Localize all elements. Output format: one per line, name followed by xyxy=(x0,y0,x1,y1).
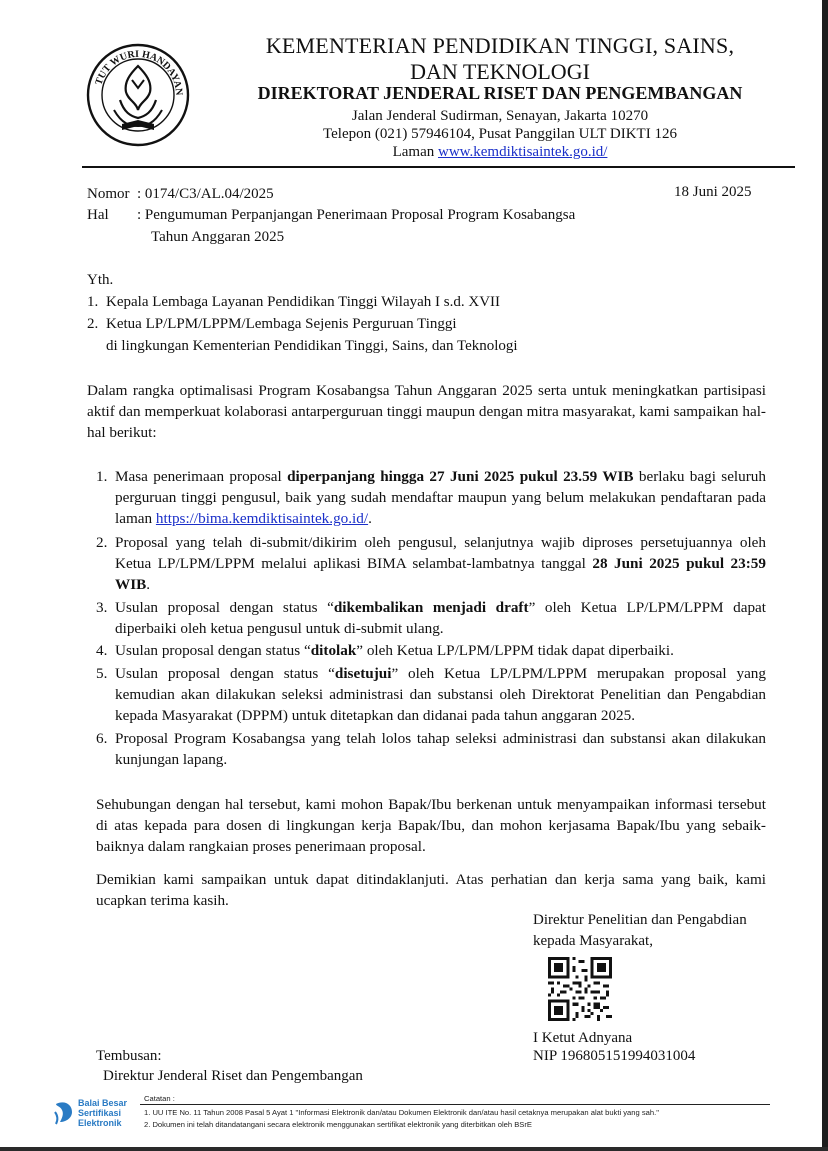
nomor-value: : 0174/C3/AL.04/2025 xyxy=(137,186,274,202)
nomor-label: Nomor xyxy=(87,186,130,202)
signer-name: I Ketut Adnyana xyxy=(533,1030,633,1046)
page-bottom-edge xyxy=(0,1147,828,1151)
hal-line1: : Pengumuman Perpanjangan Penerimaan Proposal Program Kosabangsa xyxy=(137,207,576,223)
bsre-icon xyxy=(52,1100,76,1126)
bsre-line1: Balai Besar xyxy=(78,1098,128,1108)
hal-line2: Tahun Anggaran 2025 xyxy=(151,229,285,245)
hal-label: Hal xyxy=(87,207,109,223)
signer-title-line1: Direktur Penelitian dan Pengabdian xyxy=(533,912,747,928)
cc-label: Tembusan: xyxy=(96,1048,162,1064)
ministry-name-line1: KEMENTERIAN PENDIDIKAN TINGGI, SAINS, xyxy=(265,33,735,58)
recipient-2-num: 2. xyxy=(87,316,99,332)
tut-wuri-handayani-logo xyxy=(80,40,198,150)
bima-link[interactable]: https://bima.kemdiktisaintek.go.id/ xyxy=(155,510,369,527)
list-num: 3. xyxy=(96,599,108,616)
directorate-name: DIREKTORAT JENDERAL RISET DAN PENGEMBANGAN xyxy=(257,83,743,103)
catatan-label: Catatan : xyxy=(144,1094,175,1103)
phone: Telepon (021) 57946104, Pusat Panggilan ULT DIKTI 126 xyxy=(323,126,677,142)
cc-item: Direktur Jenderal Riset dan Pengembangan xyxy=(103,1068,363,1084)
list-item: 2. Proposal yang telah di-submit/dikirim oleh pengusul, selanjutnya wajib diproses persetujuannya oleh Ketua LP/LPM/LPPM melalui aplikasi BIMA selambat-lambatnya tanggal 28 Juni 2025 pukul 23:59 WIB. xyxy=(96,534,766,593)
qr-code-signature xyxy=(548,957,612,1021)
website-line: Laman www.kemdiktisaintek.go.id/ xyxy=(392,144,608,160)
list-num: 2. xyxy=(96,534,108,551)
list-num: 4. xyxy=(96,642,108,659)
recipient-2-line2: di lingkungan Kementerian Pendidikan Tinggi, Sains, dan Teknologi xyxy=(106,338,518,354)
recipient-1-num: 1. xyxy=(87,294,99,310)
letter-date: 18 Juni 2025 xyxy=(674,184,752,200)
page-edge-shadow xyxy=(822,0,828,1151)
logo-motto: TUT WURI HANDAYAN xyxy=(93,48,185,96)
intro-paragraph: Dalam rangka optimalisasi Program Kosabangsa Tahun Anggaran 2025 serta untuk meningkatkan partisipasi aktif dan memperkuat kolaborasi antarperguruan tinggi maupun dengan mitra masyarakat, kami sampaikan hal-hal berikut: xyxy=(87,382,766,441)
list-num: 1. xyxy=(96,468,108,485)
recipient-2: Ketua LP/LPM/LPPM/Lembaga Sejenis Perguruan Tinggi xyxy=(106,316,457,332)
bsre-line2: Sertifikasi xyxy=(78,1108,122,1118)
address: Jalan Jenderal Sudirman, Senayan, Jakarta 10270 xyxy=(351,108,649,124)
recipient-1: Kepala Lembaga Layanan Pendidikan Tinggi Wilayah I s.d. XVII xyxy=(106,294,501,310)
bsre-logo xyxy=(52,1098,142,1134)
bsre-line3: Elektronik xyxy=(78,1118,122,1128)
list-item: 1. Masa penerimaan proposal diperpanjang hingga 27 Juni 2025 pukul 23.59 WIB berlaku bagi seluruh perguruan tinggi pengusul, baik yang sudah mendaftar maupun yang belum melakukan pendaftaran pada laman https://bima.kemdiktisaintek.go.id/. xyxy=(96,468,766,527)
letterhead-divider xyxy=(82,166,795,168)
list-item: 6. Proposal Program Kosabangsa yang telah lolos tahap seleksi administrasi dan substansi akan dilakukan kunjungan lapang. xyxy=(96,730,766,768)
footer-note-2: 2. Dokumen ini telah ditandatangani secara elektronik menggunakan sertifikat elektronik yang diterbitkan oleh BSrE xyxy=(144,1120,532,1129)
list-num: 5. xyxy=(96,665,108,682)
list-item: 5. Usulan proposal dengan status “disetujui” oleh Ketua LP/LPM/LPPM merupakan proposal yang kemudian akan dilakukan seleksi administrasi dan substansi oleh Direktorat Penelitian dan Pengabdian kepada Masyarakat (DPPM) untuk ditetapkan dan didanai pada tahun anggaran 2025. xyxy=(96,665,766,724)
closing-paragraph-2: Demikian kami sampaikan untuk dapat ditindaklanjuti. Atas perhatian dan kerja sama yang baik, kami ucapkan terima kasih. xyxy=(96,871,766,909)
signer-title-line2: kepada Masyarakat, xyxy=(533,933,653,949)
list-item: 3. Usulan proposal dengan status “dikembalikan menjadi draft” oleh Ketua LP/LPM/LPPM dapat diperbaiki oleh ketua pengusul untuk di-submit ulang. xyxy=(96,599,766,637)
list-item: 4. Usulan proposal dengan status “ditolak” oleh Ketua LP/LPM/LPPM tidak dapat diperbaiki. xyxy=(96,642,674,659)
signer-nip: NIP 196805151994031004 xyxy=(533,1048,696,1064)
salutation: Yth. xyxy=(87,272,114,288)
closing-paragraph-1: Sehubungan dengan hal tersebut, kami mohon Bapak/Ibu berkenan untuk menyampaikan informasi tersebut di atas kepada para dosen di lingkungan kerja Bapak/Ibu, dan mohon kerjasama Bapak/Ibu yang sebaik-baiknya dalam rangkaian proses penerimaan proposal. xyxy=(96,796,766,855)
footer-divider xyxy=(140,1104,770,1105)
ministry-name-line2: DAN TEKNOLOGI xyxy=(410,59,590,84)
website-link[interactable]: www.kemdiktisaintek.go.id/ xyxy=(437,144,608,160)
footer-note-1: 1. UU ITE No. 11 Tahun 2008 Pasal 5 Ayat 1 "Informasi Elektronik dan/atau Dokumen Elektronik dan/atau hasil cetaknya merupakan alat bukti yang sah." xyxy=(144,1108,659,1117)
list-num: 6. xyxy=(96,730,108,747)
